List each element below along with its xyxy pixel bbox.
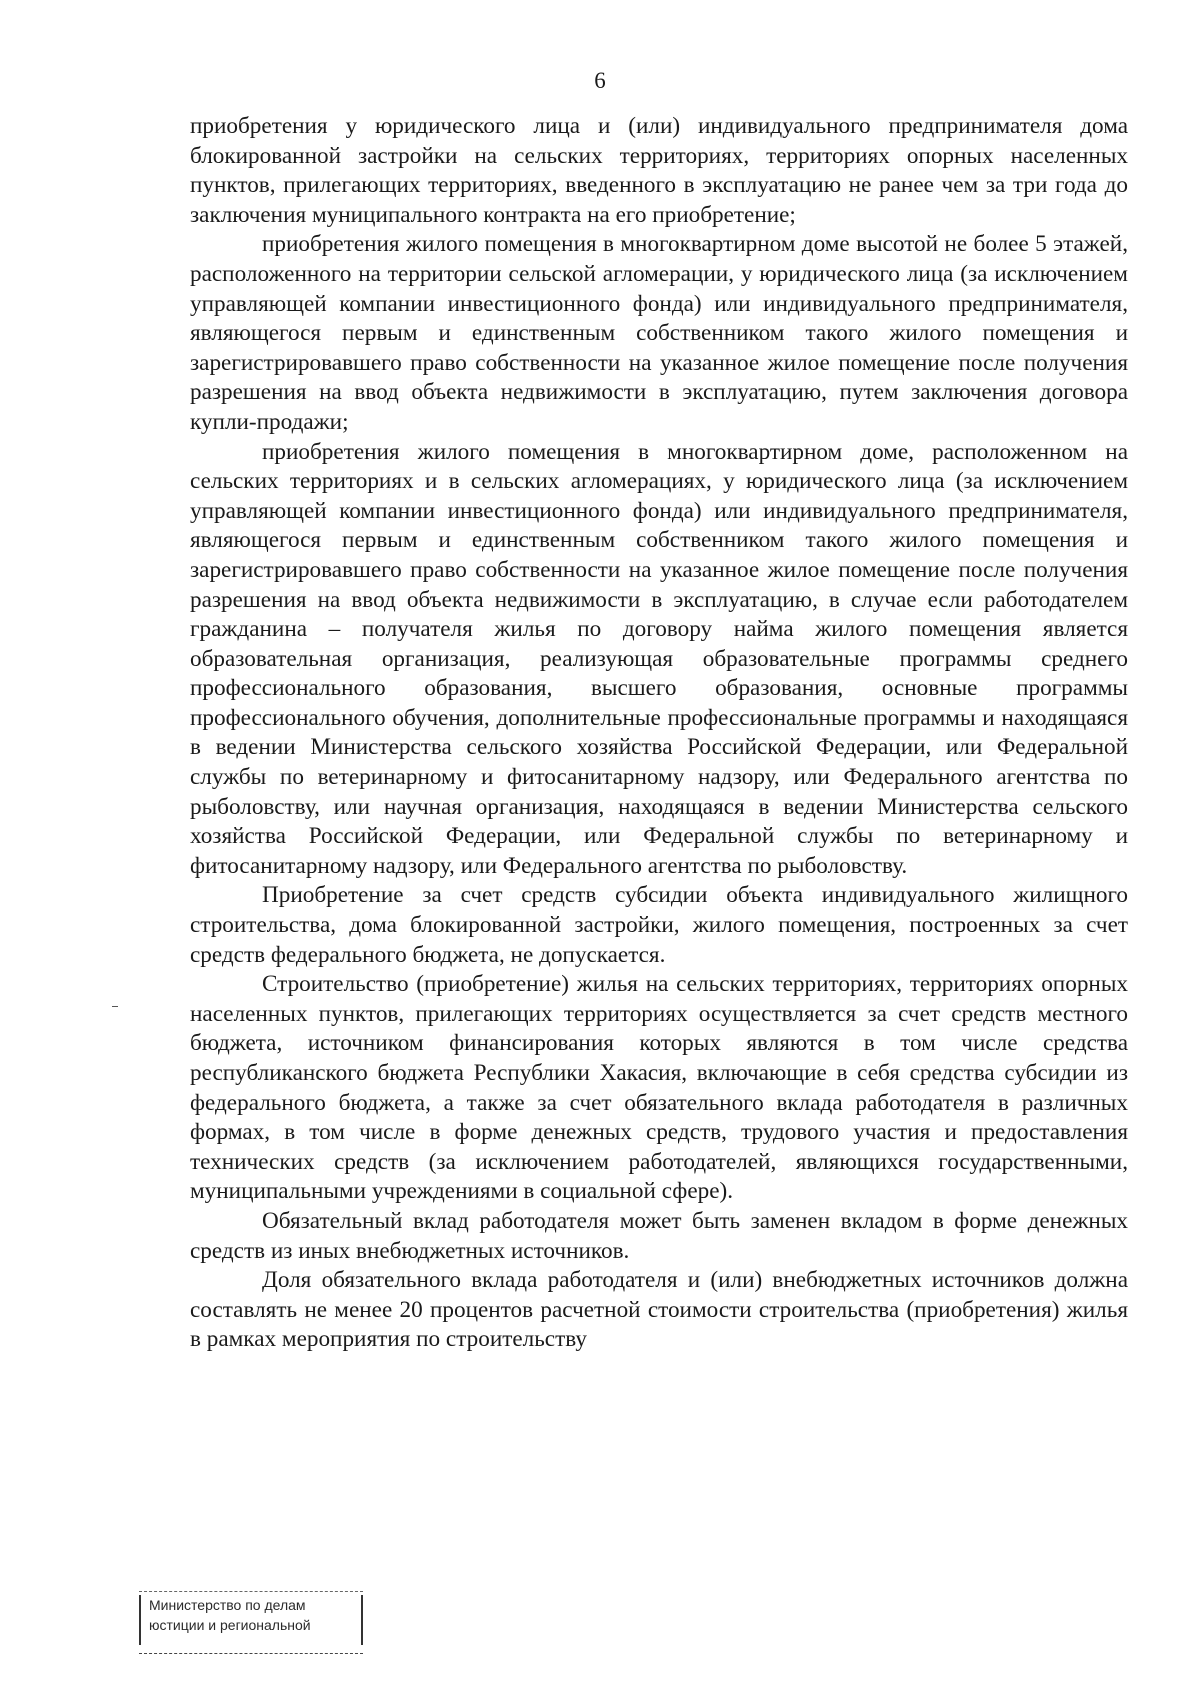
paragraph-6: Обязательный вклад работодателя может быть заменен вкладом в форме денежных средств из иных внебюджетных источников.	[190, 1207, 1128, 1264]
paragraph-3: приобретения жилого помещения в многоквартирном доме, расположенном на сельских территориях и в сельских агломерациях, у юридического лица (за исключением управляющей компании инвестиционного фонда) или индивидуального предпринимателя, являющегося первым и единственным собственником такого жилого помещения и зарегистрировавшего право собственности на указанное жилое помещение после получения разрешения на ввод объекта недвижимости в эксплуатацию, в случае если работодателем гражданина – получателя жилья по договору найма жилого помещения является образовательная организация, реализующая образовательные программы среднего профессионального образования, высшего образования, основные программы профессионального обучения, дополнительные профессиональные программы и находящаяся в ведении Министерства сельского хозяйства Российской Федерации, или Федеральной службы по ветеринарному и фитосанитарному надзору, или Федерального агентства по рыболовству, или научная организация, находящаяся в ведении Министерства сельского хозяйства Российской Федерации, или Федеральной службы по ветеринарному и фитосанитарному надзору, или Федерального агентства по рыболовству.	[190, 438, 1128, 879]
paragraph-2: приобретения жилого помещения в многоквартирном доме высотой не более 5 этажей, расположенного на территории сельской агломерации, у юридического лица (за исключением управляющей компании инвестиционного фонда) или индивидуального предпринимателя, являющегося первым и единственным собственником такого жилого помещения и зарегистрировавшего право собственности на указанное жилое помещение после получения разрешения на ввод объекта недвижимости в эксплуатацию, путем заключения договора купли-продажи;	[190, 231, 1128, 435]
stamp-bottom-rule	[139, 1653, 363, 1654]
stamp-top-rule	[139, 1591, 363, 1592]
paragraph-5: Строительство (приобретение) жилья на сельских территориях, территориях опорных населенных пунктов, прилегающих территориях осуществляется за счет средств местного бюджета, источником финансирования которых являются в том числе средства республиканского бюджета Республики Хакасия, включающие в себя средства субсидии из федерального бюджета, а также за счет обязательного вклада работодателя в различных формах, в том числе в форме денежных средств, трудового участия и предоставления технических средств (за исключением работодателей, являющихся государственными, муниципальными учреждениями в социальной сфере).	[190, 971, 1128, 1205]
stamp-line-2: юстиции и региональной	[149, 1617, 311, 1633]
paragraph-4: Приобретение за счет средств субсидии объекта индивидуального жилищного строительства, дома блокированной застройки, жилого помещения, построенных за счет средств федерального бюджета, не допускается.	[190, 882, 1128, 968]
scan-margin-mark	[112, 1006, 118, 1007]
paragraph-1: приобретения у юридического лица и (или) индивидуального предпринимателя дома блокированной застройки на сельских территориях, территориях опорных населенных пунктов, прилегающих территориях, введенного в эксплуатацию не ранее чем за три года до заключения муниципального контракта на его приобретение;	[190, 113, 1128, 228]
page-number: 6	[594, 68, 606, 93]
stamp-line-1: Министерство по делам	[149, 1597, 306, 1613]
document-body	[190, 112, 1128, 1355]
paragraph-7: Доля обязательного вклада работодателя и (или) внебюджетных источников должна составлять не менее 20 процентов расчетной стоимости строительства (приобретения) жилья в рамках мероприятия по строительству	[190, 1267, 1128, 1353]
ministry-stamp	[139, 1595, 363, 1645]
